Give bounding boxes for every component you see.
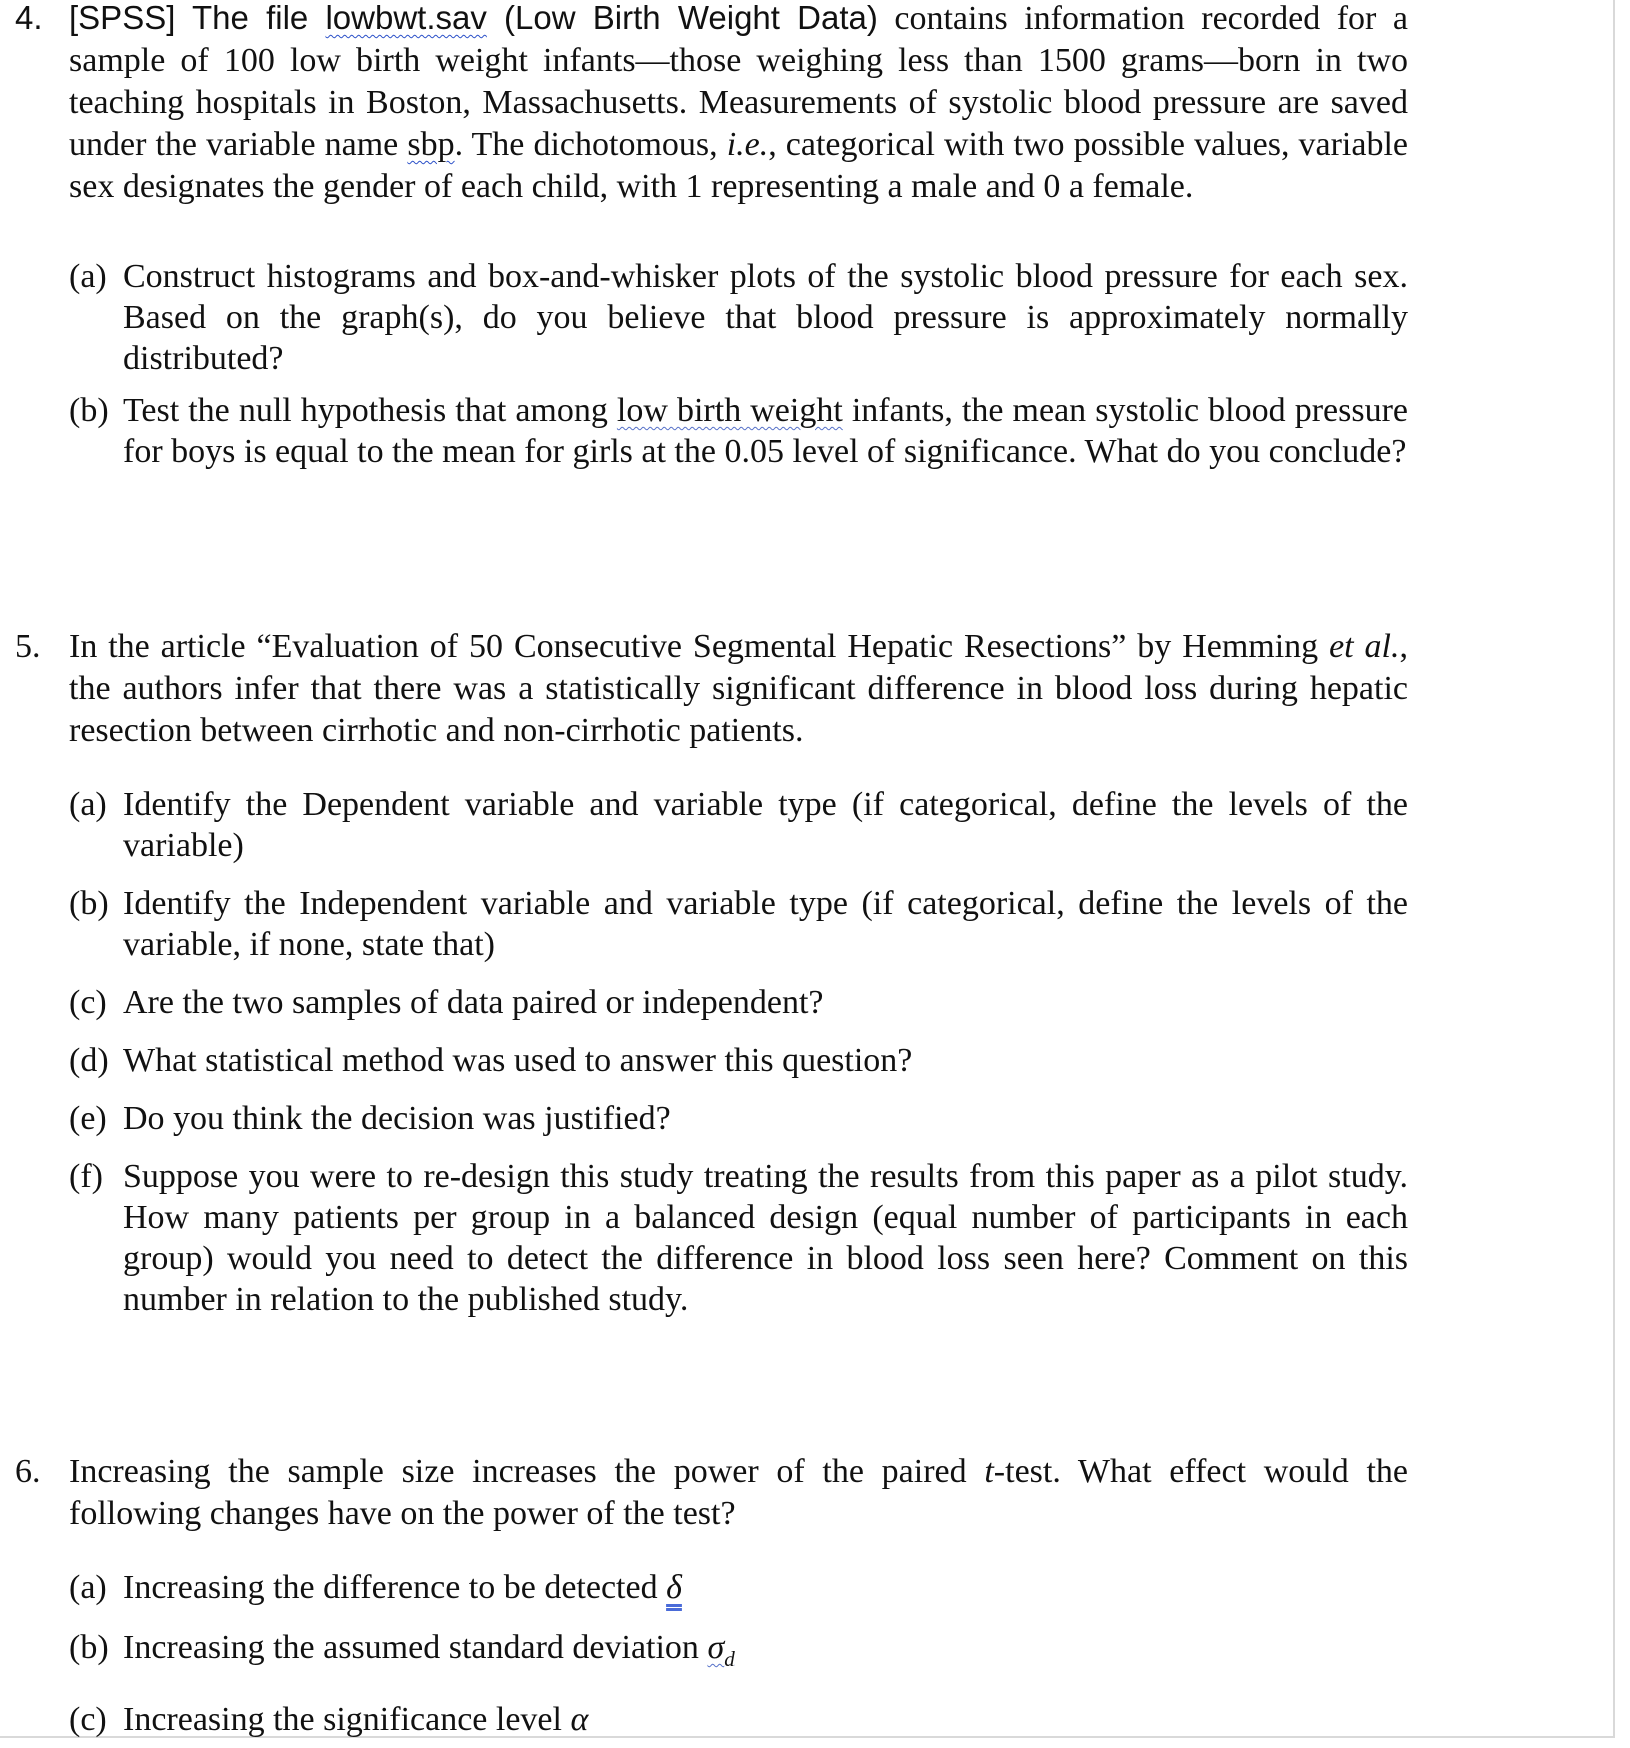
file-name: lowbwt.sav [325,0,487,36]
question-6-text: Increasing the sample size increases the power of the paired t-test. What effect would the following changes have on the power of the test? [69,1453,1408,1532]
list-item: (b) Identify the Independent variable and variable type (if categorical, define the levels of the variable, if none, state that) [69,885,1408,963]
list-item: (a) Increasing the difference to be detected δ [69,1569,682,1606]
spss-tag: [SPSS] [69,0,176,36]
list-item: (a) Construct histograms and box-and-whisker plots of the systolic blood pressure for each sex. Based on the graph(s), do you believe that blood pressure is approximately normally distributed? [69,258,1408,377]
list-item: (c) Are the two samples of data paired or independent? [69,984,824,1021]
list-item: (f) Suppose you were to re-design this study treating the results from this paper as a pilot study. How many patients per group in a balanced design (equal number of participants in each group) would you need to detect the difference in blood loss seen here? Comment on this number in relation to the published study. [69,1158,1408,1318]
question-5-parts [69,784,1408,1320]
variable-name-sbp: sbp [407,126,455,163]
question-6-parts [69,1567,1408,1740]
question-number: 5. [15,628,41,665]
question-4-parts [69,256,1408,472]
list-item: (a) Identify the Dependent variable and variable type (if categorical, define the levels of the variable) [69,786,1408,864]
question-4-text: [SPSS] The file lowbwt.sav (Low Birth Weight Data) contains information recorded for a sample of 100 low birth weight infants—those weighing less than 1500 grams—born in two teaching hospitals in Boston, Massachusetts. Measurements of systolic blood pressure are saved under the variable name sbp. The dichotomous, i.e., categorical with two possible values, variable sex designates the gender of each child, with 1 representing a male and 0 a female. [69,0,1408,205]
list-item: (b) Test the null hypothesis that among low birth weight infants, the mean systolic blood pressure for boys is equal to the mean for girls at the 0.05 level of significance. What do you conclude? [69,392,1408,470]
delta-symbol: δ [666,1569,682,1606]
list-item: (c) Increasing the significance level α [69,1700,589,1738]
question-number: 6. [15,1453,41,1490]
question-4 [15,0,1408,208]
list-item: (e) Do you think the decision was justified? [69,1100,671,1137]
list-item: (b) Increasing the assumed standard deviation $\sigma_d$ [69,1629,735,1671]
low-birth-weight-link: low birth weight [616,392,843,429]
question-number: 4. [15,0,43,36]
question-6 [15,1451,1408,1535]
question-5 [15,626,1408,752]
sigma-d-symbol: $\sigma_d$ [707,1629,735,1671]
alpha-symbol: α [570,1700,589,1738]
question-5-text: In the article “Evaluation of 50 Consecutive Segmental Hepatic Resections” by Hemming et al., the authors infer that there was a statistically significant difference in blood loss during hepatic resection between cirrhotic and non-cirrhotic patients. [69,628,1408,749]
list-item: (d) What statistical method was used to answer this question? [69,1042,913,1079]
